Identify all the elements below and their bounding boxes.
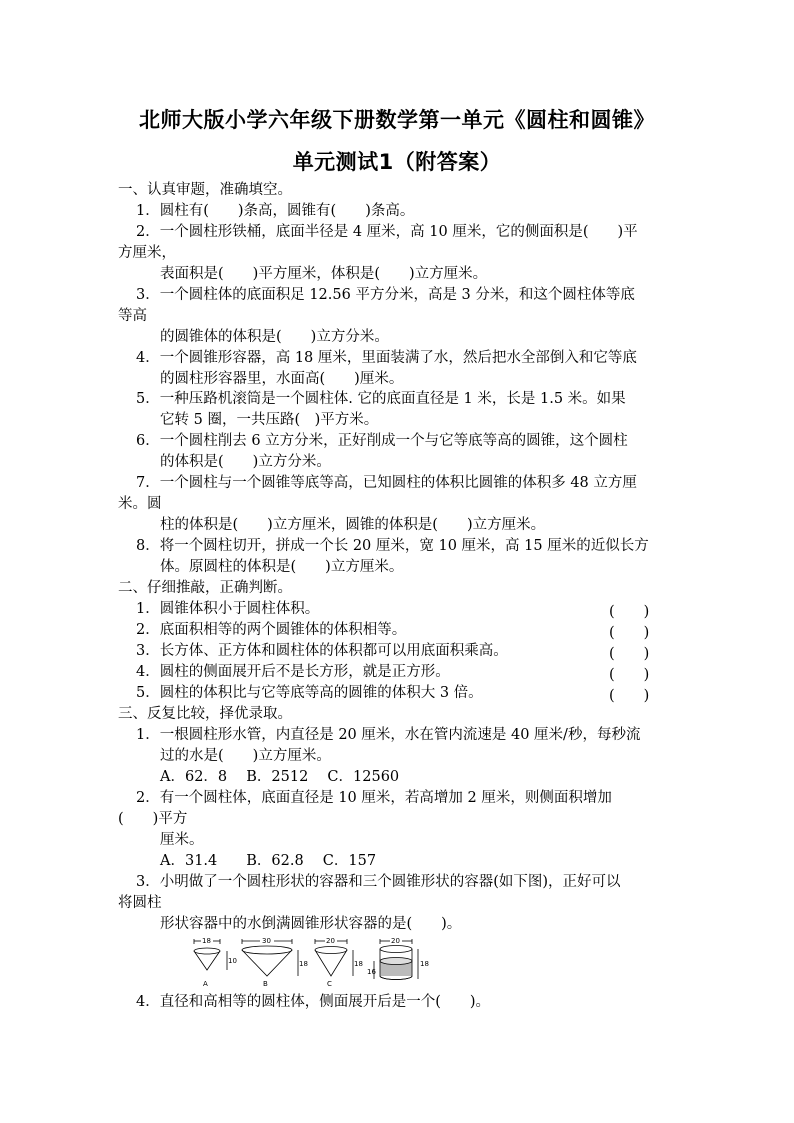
question-line: 2．有一个圆柱体，底面直径是 10 厘米，若高增加 2 厘米，则侧面积增加 — [136, 790, 612, 806]
question-line: 等高 — [118, 308, 147, 324]
question-line: 形状容器中的水倒满圆锥形状容器的是( )。 — [160, 916, 462, 932]
dimension-label: 16 — [367, 968, 376, 976]
question-line: 1．一根圆柱形水管，内直径是 20 厘米，水在管内流速是 40 厘米/秒，每秒流 — [136, 727, 641, 743]
answer-bracket[interactable]: ( ) — [609, 667, 650, 683]
answer-bracket[interactable]: ( ) — [609, 625, 650, 641]
question-line: 的体积是( )立方分米。 — [160, 454, 331, 470]
question-line: 8．将一个圆柱切开，拼成一个长 20 厘米，宽 10 厘米，高 15 厘米的近似长方 — [136, 538, 649, 554]
question-line: 3．小明做了一个圆柱形状的容器和三个圆锥形状的容器(如下图)，正好可以 — [136, 874, 621, 890]
page-subtitle: 单元测试1（附答案） — [292, 150, 502, 174]
question-line: 的圆柱形容器里，水面高( )厘米。 — [160, 371, 404, 387]
option-label: B — [263, 980, 268, 988]
dimension-label: 18 — [354, 960, 363, 968]
question-line: 厘米。 — [160, 832, 204, 848]
question-line: 2．一个圆柱形铁桶，底面半径是 4 厘米，高 10 厘米，它的侧面积是( )平 — [136, 224, 638, 240]
option-label: A — [203, 980, 208, 988]
choice-options: A．62．8 B．2512 C．12560 — [160, 769, 400, 785]
question-line: ( )平方 — [118, 811, 188, 827]
judgment-item: 1．圆锥体积小于圆柱体积。 — [136, 601, 320, 617]
question-line: 6．一个圆柱削去 6 立方分米，正好削成一个与它等底等高的圆锥，这个圆柱 — [136, 433, 628, 449]
cone-c — [315, 937, 363, 988]
answer-bracket[interactable]: ( ) — [609, 646, 650, 662]
cone-b — [242, 937, 308, 988]
dimension-label: 18 — [420, 960, 429, 968]
question-line: 它转 5 圈，一共压路( )平方米。 — [160, 412, 379, 428]
answer-bracket[interactable]: ( ) — [609, 604, 650, 620]
question-line: 柱的体积是( )立方厘米，圆锥的体积是( )立方厘米。 — [160, 517, 546, 533]
section-heading: 三、反复比较，择优录取。 — [118, 706, 292, 722]
question-line: 1．圆柱有( )条高，圆锥有( )条高。 — [136, 203, 415, 219]
question-line: 方厘米， — [118, 245, 176, 261]
containers-figure — [190, 936, 440, 988]
section-heading: 一、认真审题，准确填空。 — [118, 182, 292, 198]
judgment-item: 5．圆柱的体积比与它等底等高的圆锥的体积大 3 倍。 — [136, 685, 483, 701]
question-line: 过的水是( )立方厘米。 — [160, 748, 331, 764]
option-label: C — [327, 980, 332, 988]
question-line: 米。圆 — [118, 496, 162, 512]
page-title: 北师大版小学六年级下册数学第一单元《圆柱和圆锥》 — [139, 108, 655, 132]
section-heading: 二、仔细推敲，正确判断。 — [118, 580, 292, 596]
cylinder-container — [367, 937, 429, 980]
dimension-label: 10 — [228, 957, 237, 965]
question-line: 的圆锥体的体积是( )立方分米。 — [160, 329, 389, 345]
dimension-label: 18 — [299, 960, 308, 968]
question-line: 4．一个圆锥形容器，高 18 厘米，里面装满了水，然后把水全部倒入和它等底 — [136, 350, 637, 366]
question-line: 5．一种压路机滚筒是一个圆柱体. 它的底面直径是 1 米，长是 1.5 米。如果 — [136, 391, 626, 407]
dimension-label: 20 — [326, 937, 335, 945]
question-line: 将圆柱 — [118, 895, 162, 911]
question-line: 4．直径和高相等的圆柱体，侧面展开后是一个( )。 — [136, 994, 491, 1010]
question-line: 7．一个圆柱与一个圆锥等底等高，已知圆柱的体积比圆锥的体积多 48 立方厘 — [136, 475, 637, 491]
judgment-item: 2．底面积相等的两个圆锥体的体积相等。 — [136, 622, 407, 638]
dimension-label: 30 — [262, 937, 271, 945]
dimension-label: 18 — [202, 937, 211, 945]
cone-a — [194, 937, 237, 988]
dimension-label: 20 — [391, 937, 400, 945]
judgment-item: 4．圆柱的侧面展开后不是长方形，就是正方形。 — [136, 664, 450, 680]
question-line: 表面积是( )平方厘米，体积是( )立方厘米。 — [160, 266, 488, 282]
answer-bracket[interactable]: ( ) — [609, 688, 650, 704]
judgment-item: 3．长方体、正方体和圆柱体的体积都可以用底面积乘高。 — [136, 643, 508, 659]
choice-options: A．31.4 B．62.8 C．157 — [160, 853, 377, 869]
question-line: 3．一个圆柱体的底面积足 12.56 平方分米，高是 3 分米，和这个圆柱体等底 — [136, 287, 635, 303]
question-line: 体。原圆柱的体积是( )立方厘米。 — [160, 559, 404, 575]
